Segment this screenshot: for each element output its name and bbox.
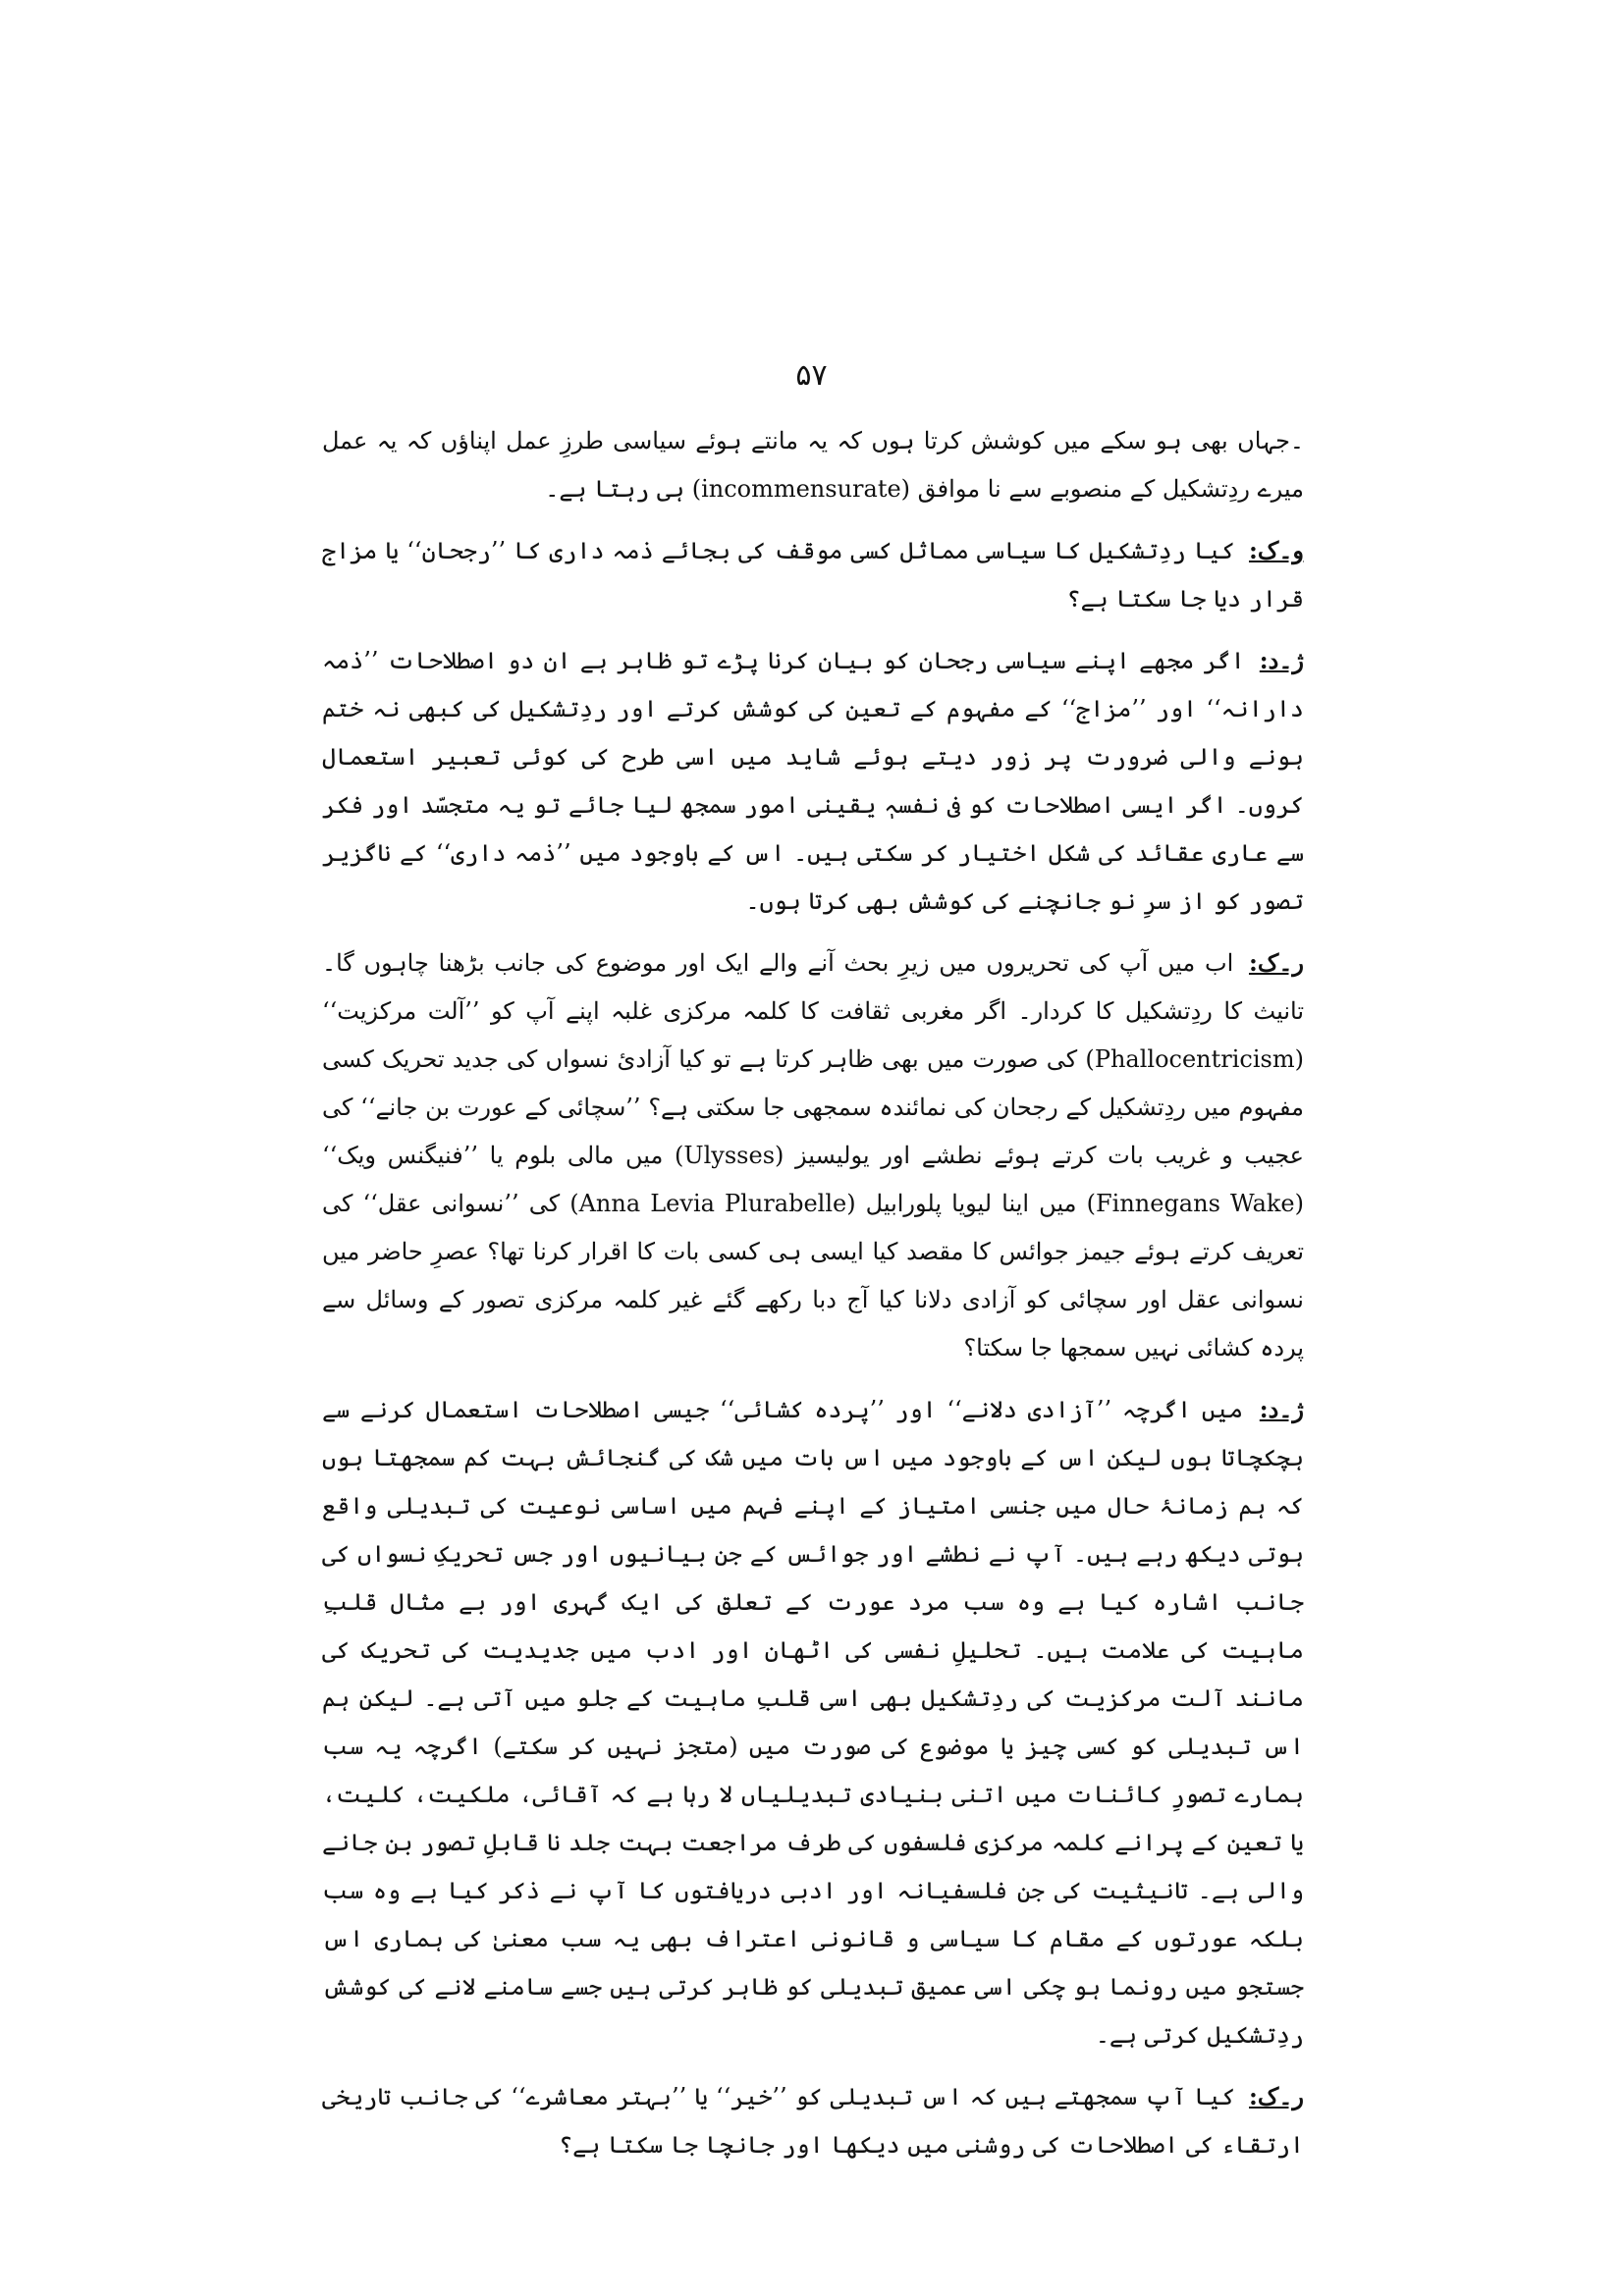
paragraph — [322, 938, 1304, 1372]
paragraph — [322, 2072, 1304, 2169]
speaker-label: ژ۔د: — [1259, 646, 1304, 674]
document-body — [322, 417, 1304, 2182]
paragraph-text: ۔جہاں بھی ہو سکے میں کوشش کرتا ہوں کہ یہ مانتے ہوئے سیاسی طرزِ عمل اپناؤں کہ یہ عمل میرے ردِتشکیل کے منصوبے سے نا موافق (incommensurate) ہی رہتا ہے۔ — [322, 427, 1304, 503]
paragraph — [322, 636, 1304, 926]
paragraph-text: کیا ردِتشکیل کا سیاسی مماثل کسی موقف کی بجائے ذمہ داری کا ’’رجحان‘‘ یا مزاج قرار دیا جا سکتا ہے؟ — [322, 537, 1304, 613]
paragraph-text: اب میں آپ کی تحریروں میں زیرِ بحث آنے والے ایک اور موضوع کی جانب بڑھنا چاہوں گا۔ تانیث کا ردِتشکیل کا کردار۔ اگر مغربی ثقافت کا کلمہ مرکزی غلبہ اپنے آپ کو ’’آلت مرکزیت‘‘ (Phallocentricism) کی صورت میں بھی ظاہر کرتا ہے تو کیا آزادیٔ نسواں کی جدید تحریک کسی مفہوم میں ردِتشکیل کے رجحان کی نمائندہ سمجھی جا سکتی ہے؟ ’’سچائی کے عورت بن جانے‘‘ کی عجیب و غریب بات کرتے ہوئے نطشے اور یولیسیز (Ulysses) میں مالی بلوم یا ’’فنیگنس ویک‘‘ (Finnegans Wake) میں اینا لیویا پلورابیل (Anna Levia Plurabelle) کی ’’نسوانی عقل‘‘ کی تعریف کرتے ہوئے جیمز جوائس کا مقصد کیا ایسی ہی کسی بات کا اقرار کرنا تھا؟ عصرِ حاضر میں نسوانی عقل اور سچائی کو آزادی دلانا کیا آج دبا رکھے گئے غیر کلمہ مرکزی تصور کے وسائل سے پردہ کشائی نہیں سمجھا جا سکتا؟ — [322, 949, 1305, 1362]
paragraph — [322, 1385, 1304, 2059]
speaker-label: و۔ک: — [1248, 536, 1304, 564]
speaker-label: ر۔ک: — [1249, 2082, 1304, 2110]
paragraph-text: میں اگرچہ ’’آزادی دلانے‘‘ اور ’’پردہ کشائی‘‘ جیسی اصطلاحات استعمال کرنے سے ہچکچاتا ہوں لیکن اس کے باوجود میں اس بات میں شک کی گنجائش بہت کم سمجھتا ہوں کہ ہم زمانۂ حال میں جنسی امتیاز کے اپنے فہم میں اساسی نوعیت کی تبدیلی واقع ہوتی دیکھ رہے ہیں۔ آپ نے نطشے اور جوائس کے جن بیانیوں اور جس تحریکِ نسواں کی جانب اشارہ کیا ہے وہ سب مرد عورت کے تعلق کی ایک گہری اور بے مثال قلبِ ماہیت کی علامت ہیں۔ تحلیلِ نفسی کی اٹھان اور ادب میں جدیدیت کی تحریک کی مانند آلت مرکزیت کی ردِتشکیل بھی اسی قلبِ ماہیت کے جلو میں آتی ہے۔ لیکن ہم اس تبدیلی کو کسی چیز یا موضوع کی صورت میں (متجز نہیں کر سکتے) اگرچہ یہ سب ہمارے تصورِ کائنات میں اتنی بنیادی تبدیلیاں لا رہا ہے کہ آقائی، ملکیت، کلیت، یا تعین کے پرانے کلمہ مرکزی فلسفوں کی طرف مراجعت بہت جلد نا قابلِ تصور بن جانے والی ہے۔ تانیثیت کی جن فلسفیانہ اور ادبی دریافتوں کا آپ نے ذکر کیا ہے وہ سب بلکہ عورتوں کے مقام کا سیاسی و قانونی اعتراف بھی یہ سب معنیٰ کی ہماری اس جستجو میں رونما ہو چکی اسی عمیق تبدیلی کو ظاہر کرتی ہیں جسے سامنے لانے کی کوشش ردِتشکیل کرتی ہے۔ — [322, 1396, 1304, 2049]
paragraph-text: کیا آپ سمجھتے ہیں کہ اس تبدیلی کو ’’خیر‘‘ یا ’’بہتر معاشرے‘‘ کی جانب تاریخی ارتقاء کی اصطلاحات کی روشنی میں دیکھا اور جانچا جا سکتا ہے؟ — [322, 2083, 1304, 2159]
paragraph — [322, 526, 1304, 623]
page-number: ۵۷ — [795, 358, 828, 393]
paragraph-text: اگر مجھے اپنے سیاسی رجحان کو بیان کرنا پڑے تو ظاہر ہے ان دو اصطلاحات ’’ذمہ دارانہ‘‘ اور ’’مزاج‘‘ کے مفہوم کے تعین کی کوشش کرتے اور ردِتشکیل کی کبھی نہ ختم ہونے والی ضرورت پر زور دیتے ہوئے شاید میں اسی طرح کی کوئی تعبیر استعمال کروں۔ اگر ایسی اصطلاحات کو فی نفسہٖ یقینی امور سمجھ لیا جائے تو یہ متجسّد اور فکر سے عاری عقائد کی شکل اختیار کر سکتی ہیں۔ اس کے باوجود میں ’’ذمہ داری‘‘ کے ناگزیر تصور کو از سرِ نو جانچنے کی کوشش بھی کرتا ہوں۔ — [322, 647, 1304, 915]
speaker-label: ر۔ک: — [1248, 948, 1304, 977]
paragraph — [322, 417, 1304, 513]
speaker-label: ژ۔د: — [1259, 1395, 1304, 1423]
